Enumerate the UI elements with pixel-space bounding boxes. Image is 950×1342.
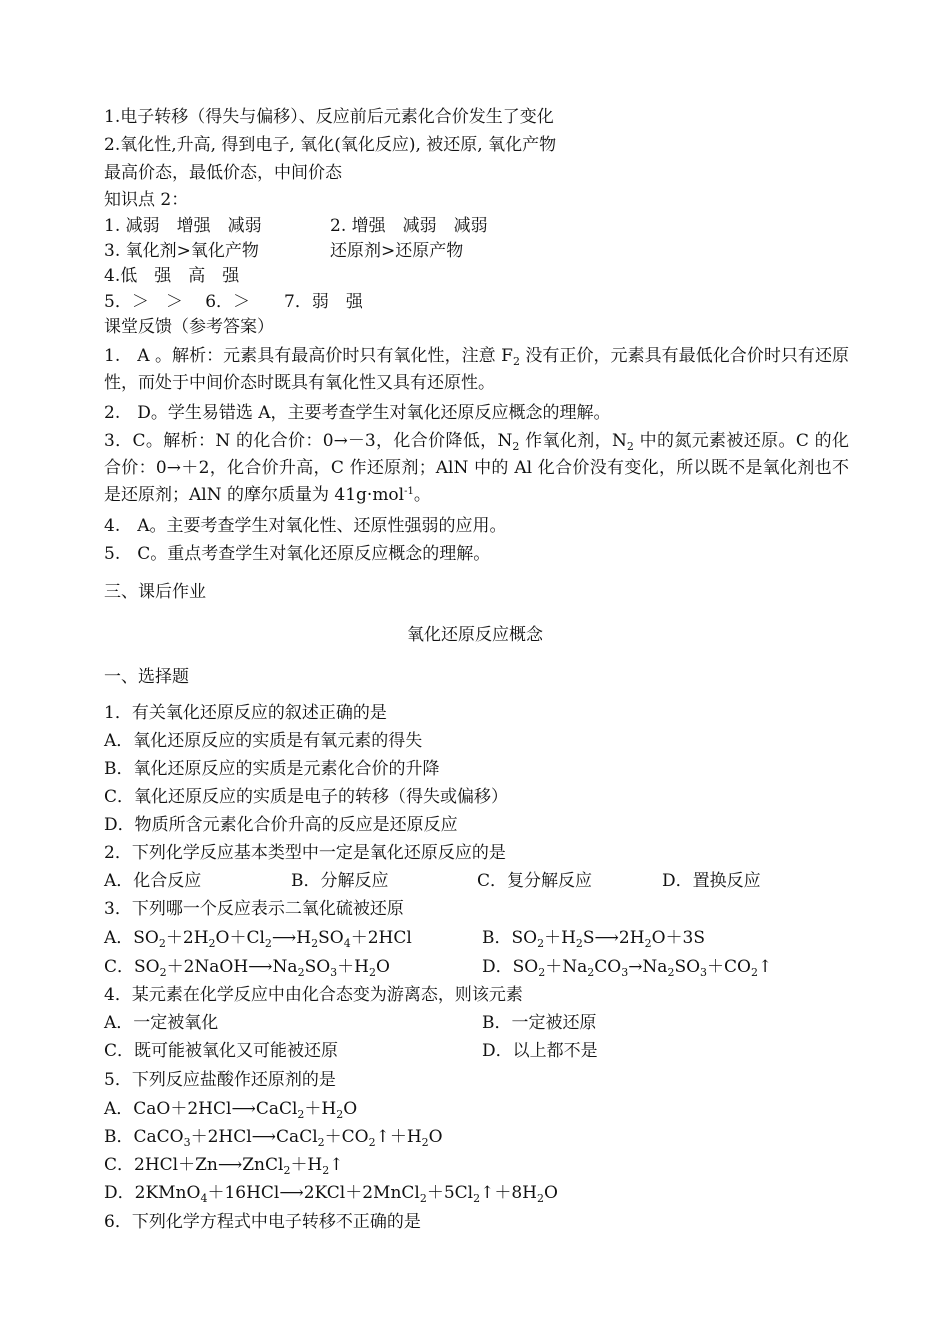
answer-line-5b: 2. 增强 减弱 减弱 — [330, 216, 488, 236]
q1-option-d: D．物质所含元素化合价升高的反应是还原反应 — [104, 815, 458, 835]
feedback-4: 4. A。主要考查学生对氧化性、还原性强弱的应用。 — [104, 516, 507, 536]
question-3: 3．下列哪一个反应表示二氧化硫被还原 — [104, 899, 404, 919]
question-5: 5．下列反应盐酸作还原剂的是 — [104, 1070, 336, 1090]
feedback-2: 2. D。学生易错选 A，主要考查学生对氧化还原反应概念的理解。 — [104, 403, 611, 423]
question-4: 4．某元素在化学反应中由化合态变为游离态，则该元素 — [104, 985, 523, 1005]
question-1: 1．有关氧化还原反应的叙述正确的是 — [104, 703, 387, 723]
q2-option-c: C．复分解反应 — [477, 871, 593, 891]
q4-option-b: B．一定被还原 — [482, 1013, 597, 1033]
feedback-5: 5. C。重点考查学生对氧化还原反应概念的理解。 — [104, 544, 491, 564]
q4-option-d: D．以上都不是 — [482, 1041, 598, 1061]
q5-option-a: A．$CaO+2HCl⟶CaCl_2+H_2O$ — [104, 1099, 358, 1121]
answer-line-3: 最高价态，最低价态，中间价态 — [104, 163, 342, 183]
answer-line-8: 5．＞ ＞ 6．＞ 7．弱 强 — [104, 292, 363, 312]
q5-option-c: C．$2HCl+Zn⟶ZnCl_2+H_2↑$ — [104, 1155, 344, 1177]
q3-option-b: B．$SO_2+H_2S⟶2H_2O+3S$ — [482, 928, 705, 950]
q3-option-a: A．$SO_2+2H_2O+Cl_2⟶H_2SO_4+2HCl$ — [104, 928, 412, 950]
answer-line-2: 2.氧化性,升高, 得到电子, 氧化(氧化反应), 被还原, 氧化产物 — [104, 135, 557, 155]
q1-option-a: A．氧化还原反应的实质是有氧元素的得失 — [104, 731, 423, 751]
q4-option-a: A．一定被氧化 — [104, 1013, 219, 1033]
q1-option-b: B．氧化还原反应的实质是元素化合价的升降 — [104, 759, 440, 779]
q2-option-b: B．分解反应 — [291, 871, 389, 891]
q3-option-d: D．$SO_2+Na_2CO_3\to Na_2SO_3+CO_2↑$ — [482, 957, 773, 979]
section-heading: 三、课后作业 — [104, 582, 206, 602]
q2-option-d: D．置换反应 — [662, 871, 761, 891]
feedback-3: 3．C。解析：N 的化合价：0→－3，化合价降低，$N_2$ 作氧化剂，$N_2$ 中的氮元素被还原。C 的化合价：0→＋2，化合价升高，C 作还原剂；AlN 中的 Al 化合价没有变化，所以既不是氧化剂也不是还原剂；AlN 的摩尔质量为 41g·mol$^{-1}$。 — [104, 431, 849, 505]
answer-line-5a: 1. 减弱 增强 减弱 — [104, 216, 262, 236]
q2-option-a: A．化合反应 — [104, 871, 202, 891]
answer-line-6b: 还原剂>还原产物 — [330, 241, 464, 261]
answer-line-6a: 3. 氧化剂>氧化产物 — [104, 241, 259, 261]
q4-option-c: C．既可能被氧化又可能被还原 — [104, 1041, 339, 1061]
question-6: 6．下列化学方程式中电子转移不正确的是 — [104, 1212, 421, 1232]
feedback-heading: 课堂反馈（参考答案） — [104, 317, 274, 337]
part-heading: 一、选择题 — [104, 667, 189, 687]
q3-option-c: C．$SO_2+2NaOH⟶Na_2SO_3+H_2O$ — [104, 957, 390, 979]
knowledge-point-2: 知识点 2： — [104, 190, 189, 210]
q5-option-b: B．$CaCO_3+2HCl⟶CaCl_2+CO_2↑+H_2O$ — [104, 1127, 443, 1149]
q5-option-d: D．$2KMnO_4+16HCl⟶2KCl+2MnCl_2+5Cl_2↑+8H_2O$ — [104, 1183, 558, 1205]
question-2: 2．下列化学反应基本类型中一定是氧化还原反应的是 — [104, 843, 506, 863]
feedback-1: 1. A 。解析：元素具有最高价时只有氧化性，注意 $F_2$ 没有正价，元素具有最低化合价时只有还原性，而处于中间价态时既具有氧化性又具有还原性。 — [104, 346, 849, 393]
q1-option-c: C．氧化还原反应的实质是电子的转移（得失或偏移） — [104, 787, 509, 807]
worksheet-title: 氧化还原反应概念 — [407, 625, 543, 645]
answer-line-7: 4.低 强 高 强 — [104, 266, 240, 286]
answer-line-1: 1.电子转移（得失与偏移）、反应前后元素化合价发生了变化 — [104, 107, 554, 127]
